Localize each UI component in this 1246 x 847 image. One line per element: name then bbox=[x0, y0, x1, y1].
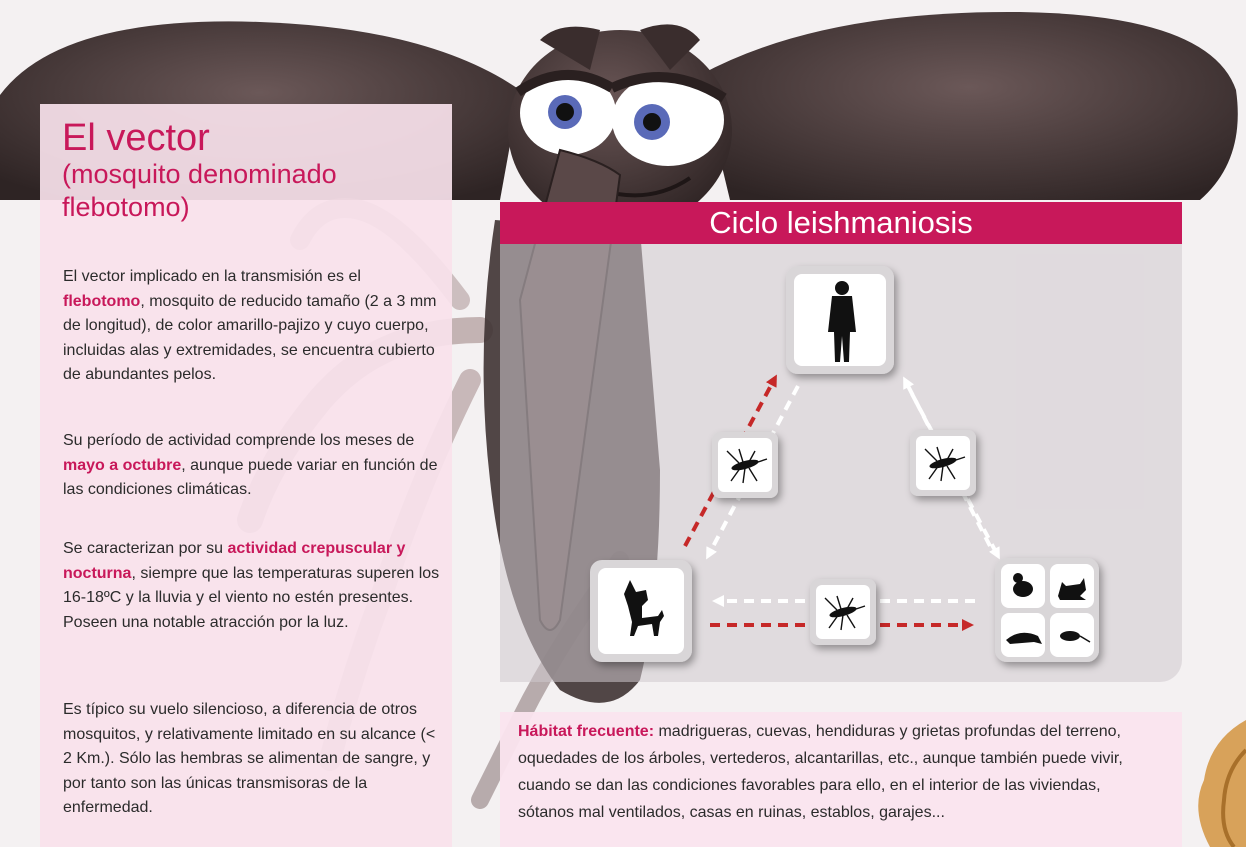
paragraph-flight bbox=[63, 698, 441, 821]
paragraph-text: El vector implicado en la transmisión es el bbox=[63, 268, 361, 285]
wild-animals-node bbox=[995, 558, 1099, 662]
paragraph-text: , siempre que las temperaturas superen los 16-18ºC y la lluvia y el viento no estén presentes. Poseen una notable atracción por la luz. bbox=[63, 564, 440, 631]
title-main: El vector bbox=[62, 117, 210, 159]
paragraph-text: Es típico su vuelo silencioso, a diferencia de otros mosquitos, y relativamente limitado en su alcance (< 2 Km.). Sólo las hembras se alimentan de sangre, y por tanto son las únicas transmisoras de la enfermedad. bbox=[63, 701, 436, 816]
highlight-term: actividad crepuscular y nocturna bbox=[63, 540, 406, 582]
title-subtitle: (mosquito denominado flebotomo) bbox=[62, 159, 337, 222]
habitat-paragraph bbox=[518, 718, 1158, 826]
paragraph-vector bbox=[63, 265, 441, 388]
highlight-term: flebotomo bbox=[63, 292, 141, 310]
paragraph-activity-period bbox=[63, 429, 441, 503]
habitat-text: madrigueras, cuevas, hendiduras y grietas profundas del terreno, oquedades de los árboles, vertederos, alcantarillas, etc., aunque también puede vivir, cuando se dan las condiciones favorables para ello, en el interior de las viviendas, sótanos mal ventilados, casas en ruinas, establos, garajes... bbox=[518, 723, 1123, 821]
cycle-diagram bbox=[500, 244, 1182, 682]
right-wing bbox=[700, 12, 1238, 200]
highlight-term: mayo a octubre bbox=[63, 456, 182, 474]
paragraph-text: , aunque puede variar en función de las condiciones climáticas. bbox=[63, 456, 438, 498]
cat-photo-edge bbox=[1190, 720, 1246, 847]
paragraph-text: Se caracterizan por su bbox=[63, 540, 228, 557]
habitat-label: Hábitat frecuente: bbox=[518, 723, 655, 740]
paragraph-behavior bbox=[63, 537, 441, 635]
paragraph-text: Su período de actividad comprende los meses de bbox=[63, 432, 415, 449]
cycle-title: Ciclo leishmaniosis bbox=[500, 202, 1182, 244]
page-title bbox=[62, 118, 422, 224]
paragraph-text: , mosquito de reducido tamaño (2 a 3 mm de longitud), de color amarillo-pajizo y cuyo cuerpo, incluidas alas y extremidades, se encuentra cubierto de abundantes pelos. bbox=[63, 292, 437, 383]
